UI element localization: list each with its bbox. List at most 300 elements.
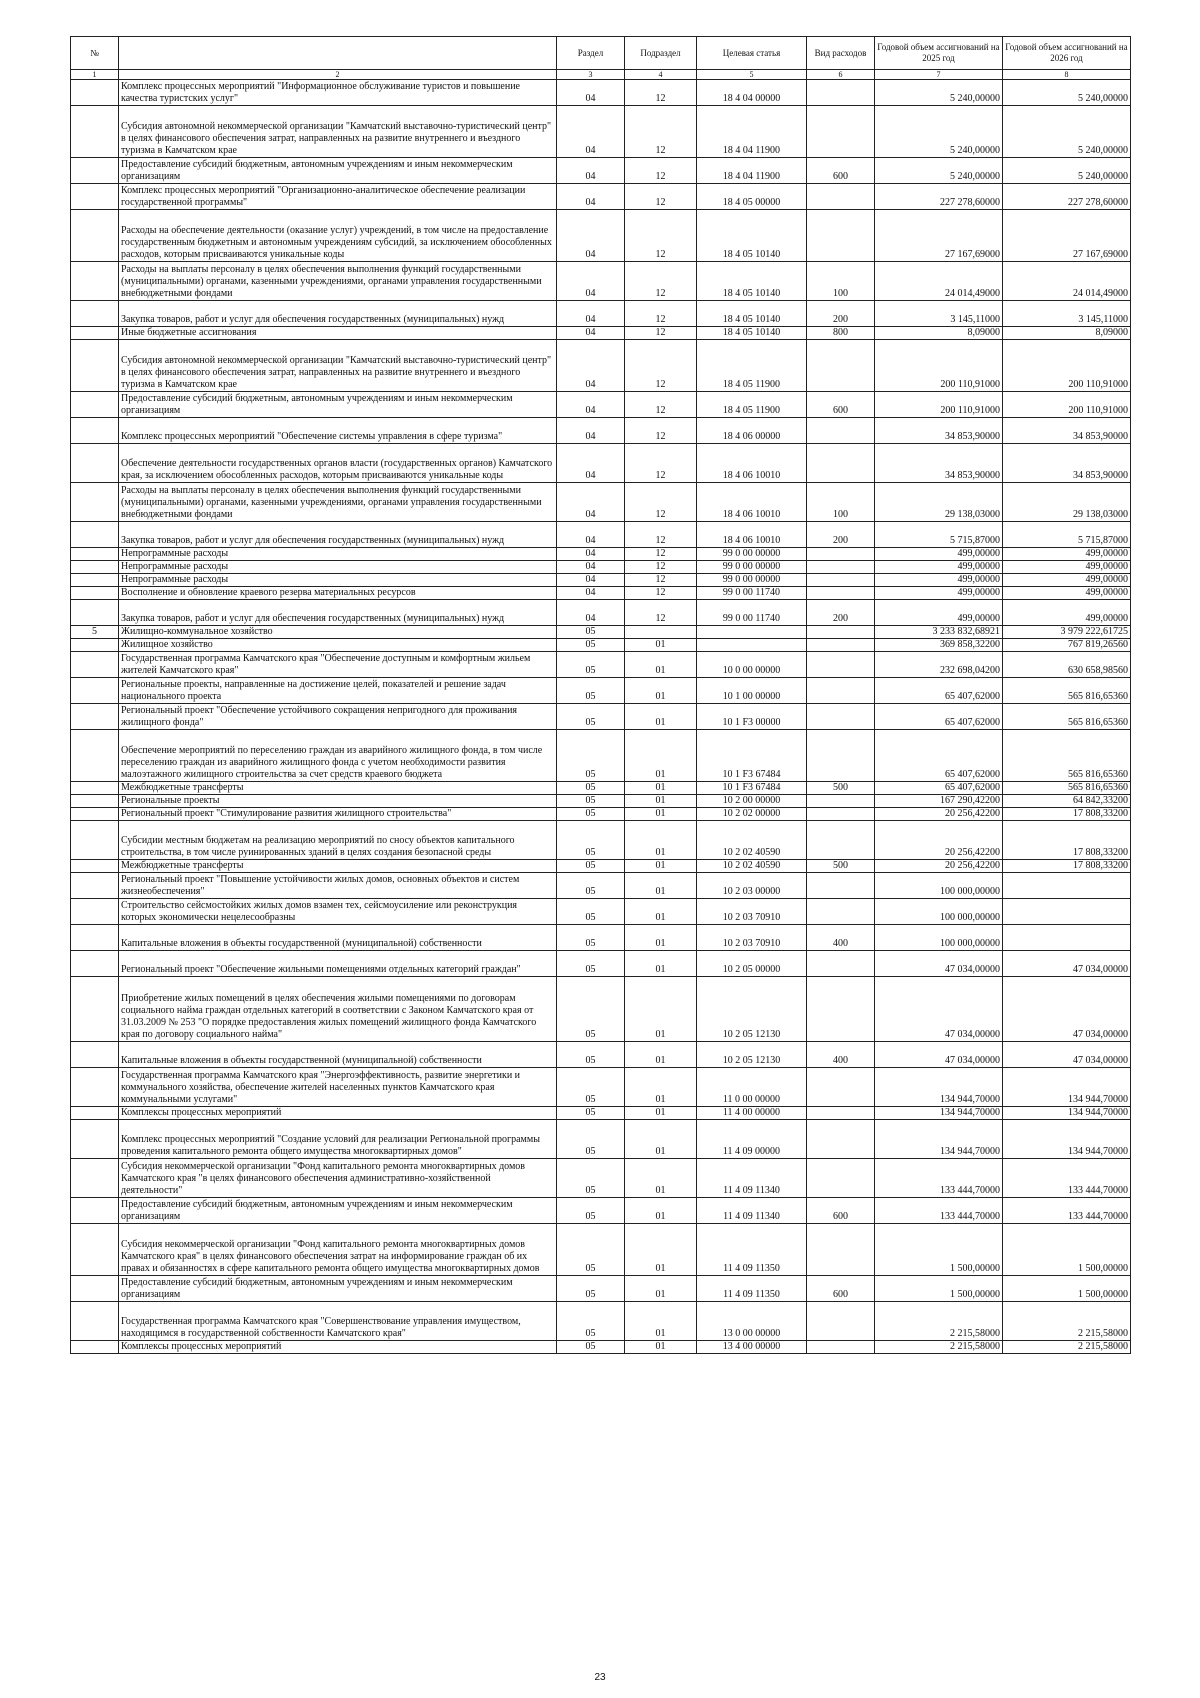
cell-2025: 499,00000 bbox=[875, 587, 1003, 600]
cell-name: Региональные проекты, направленные на достижение целей, показателей и решение задач национального проекта bbox=[119, 678, 557, 704]
cell-razdel: 05 bbox=[557, 730, 625, 782]
cell-vid: 200 bbox=[807, 301, 875, 327]
cell-vid: 500 bbox=[807, 782, 875, 795]
column-number: 5 bbox=[697, 70, 807, 80]
cell-name: Государственная программа Камчатского края "Энергоэффективность, развитие энергетики и коммунального хозяйства, обеспечение жителей населенных пунктов Камчатского края коммунальными услугами" bbox=[119, 1068, 557, 1107]
cell-vid: 400 bbox=[807, 925, 875, 951]
cell-num bbox=[71, 795, 119, 808]
cell-podrazdel: 01 bbox=[625, 1276, 697, 1302]
cell-2025: 134 944,70000 bbox=[875, 1068, 1003, 1107]
cell-2026: 565 816,65360 bbox=[1003, 704, 1131, 730]
cell-vid bbox=[807, 444, 875, 483]
cell-target: 11 4 09 11350 bbox=[697, 1276, 807, 1302]
cell-num bbox=[71, 1159, 119, 1198]
cell-razdel: 05 bbox=[557, 652, 625, 678]
cell-name: Межбюджетные трансферты bbox=[119, 782, 557, 795]
cell-2025: 1 500,00000 bbox=[875, 1224, 1003, 1276]
cell-2026: 499,00000 bbox=[1003, 587, 1131, 600]
cell-num bbox=[71, 600, 119, 626]
cell-vid bbox=[807, 418, 875, 444]
table-row bbox=[71, 1120, 1131, 1159]
cell-2026: 5 715,87000 bbox=[1003, 522, 1131, 548]
cell-vid bbox=[807, 1107, 875, 1120]
cell-2025: 34 853,90000 bbox=[875, 444, 1003, 483]
cell-target bbox=[697, 639, 807, 652]
cell-podrazdel: 01 bbox=[625, 1120, 697, 1159]
cell-razdel: 05 bbox=[557, 977, 625, 1042]
cell-target: 10 1 00 00000 bbox=[697, 678, 807, 704]
cell-podrazdel: 01 bbox=[625, 782, 697, 795]
table-row bbox=[71, 444, 1131, 483]
cell-name: Региональный проект "Повышение устойчивости жилых домов, основных объектов и систем жизнеобеспечения" bbox=[119, 873, 557, 899]
cell-num bbox=[71, 184, 119, 210]
cell-name: Комплекс процессных мероприятий "Обеспечение системы управления в сфере туризма" bbox=[119, 418, 557, 444]
cell-num bbox=[71, 418, 119, 444]
cell-podrazdel bbox=[625, 626, 697, 639]
cell-2025: 29 138,03000 bbox=[875, 483, 1003, 522]
cell-name: Строительство сейсмостойких жилых домов взамен тех, сейсмоусиление или реконструкция которых экономически нецелесообразны bbox=[119, 899, 557, 925]
cell-vid: 400 bbox=[807, 1042, 875, 1068]
cell-name: Государственная программа Камчатского края "Обеспечение доступным и комфортным жильем жителей Камчатского края" bbox=[119, 652, 557, 678]
cell-vid bbox=[807, 210, 875, 262]
cell-podrazdel: 01 bbox=[625, 977, 697, 1042]
column-number: 2 bbox=[119, 70, 557, 80]
cell-target: 10 2 05 12130 bbox=[697, 977, 807, 1042]
cell-target: 10 2 03 70910 bbox=[697, 925, 807, 951]
cell-podrazdel: 01 bbox=[625, 951, 697, 977]
cell-2025: 2 215,58000 bbox=[875, 1341, 1003, 1354]
cell-razdel: 04 bbox=[557, 392, 625, 418]
cell-podrazdel: 01 bbox=[625, 1068, 697, 1107]
cell-razdel: 05 bbox=[557, 1120, 625, 1159]
cell-2026: 47 034,00000 bbox=[1003, 951, 1131, 977]
table-row bbox=[71, 301, 1131, 327]
column-number: 4 bbox=[625, 70, 697, 80]
cell-name: Комплексы процессных мероприятий bbox=[119, 1107, 557, 1120]
table-row bbox=[71, 1068, 1131, 1107]
cell-name: Комплекс процессных мероприятий "Создание условий для реализации Региональной программы проведения капитального ремонта общего имущества многоквартирных домов" bbox=[119, 1120, 557, 1159]
cell-razdel: 04 bbox=[557, 340, 625, 392]
cell-vid bbox=[807, 1068, 875, 1107]
header-target: Целевая статья bbox=[697, 37, 807, 70]
cell-vid: 100 bbox=[807, 262, 875, 301]
cell-razdel: 04 bbox=[557, 80, 625, 106]
cell-razdel: 05 bbox=[557, 1224, 625, 1276]
cell-target: 18 4 04 11900 bbox=[697, 158, 807, 184]
table-row bbox=[71, 1042, 1131, 1068]
cell-target: 18 4 06 00000 bbox=[697, 418, 807, 444]
cell-target: 13 4 00 00000 bbox=[697, 1341, 807, 1354]
cell-2025: 3 145,11000 bbox=[875, 301, 1003, 327]
header-2025: Годовой объем ассигнований на 2025 год bbox=[875, 37, 1003, 70]
cell-vid bbox=[807, 821, 875, 860]
cell-2025: 65 407,62000 bbox=[875, 678, 1003, 704]
cell-target: 11 0 00 00000 bbox=[697, 1068, 807, 1107]
cell-podrazdel: 12 bbox=[625, 587, 697, 600]
cell-vid bbox=[807, 704, 875, 730]
cell-num bbox=[71, 977, 119, 1042]
cell-podrazdel: 01 bbox=[625, 1159, 697, 1198]
cell-2025: 20 256,42200 bbox=[875, 821, 1003, 860]
budget-table bbox=[70, 36, 1131, 1354]
cell-podrazdel: 12 bbox=[625, 106, 697, 158]
cell-razdel: 05 bbox=[557, 951, 625, 977]
table-row bbox=[71, 1159, 1131, 1198]
cell-vid bbox=[807, 1341, 875, 1354]
cell-razdel: 04 bbox=[557, 561, 625, 574]
cell-vid bbox=[807, 184, 875, 210]
cell-razdel: 05 bbox=[557, 1341, 625, 1354]
cell-2025: 65 407,62000 bbox=[875, 782, 1003, 795]
cell-2026: 8,09000 bbox=[1003, 327, 1131, 340]
cell-num bbox=[71, 483, 119, 522]
table-row bbox=[71, 158, 1131, 184]
cell-2025: 3 233 832,68921 bbox=[875, 626, 1003, 639]
cell-2026: 134 944,70000 bbox=[1003, 1120, 1131, 1159]
cell-razdel: 05 bbox=[557, 1107, 625, 1120]
cell-razdel: 05 bbox=[557, 860, 625, 873]
table-row bbox=[71, 1276, 1131, 1302]
cell-target: 18 4 05 10140 bbox=[697, 210, 807, 262]
table-row bbox=[71, 184, 1131, 210]
header-vid: Вид расходов bbox=[807, 37, 875, 70]
cell-podrazdel: 12 bbox=[625, 574, 697, 587]
cell-vid bbox=[807, 587, 875, 600]
cell-2025: 8,09000 bbox=[875, 327, 1003, 340]
table-row bbox=[71, 106, 1131, 158]
cell-2026 bbox=[1003, 899, 1131, 925]
cell-podrazdel: 01 bbox=[625, 808, 697, 821]
cell-2025: 227 278,60000 bbox=[875, 184, 1003, 210]
cell-vid bbox=[807, 652, 875, 678]
cell-podrazdel: 12 bbox=[625, 184, 697, 210]
cell-2026: 1 500,00000 bbox=[1003, 1224, 1131, 1276]
cell-num bbox=[71, 652, 119, 678]
cell-target: 10 2 05 12130 bbox=[697, 1042, 807, 1068]
cell-razdel: 04 bbox=[557, 444, 625, 483]
cell-razdel: 04 bbox=[557, 210, 625, 262]
cell-num bbox=[71, 704, 119, 730]
table-row bbox=[71, 1302, 1131, 1341]
table-row bbox=[71, 483, 1131, 522]
table-row bbox=[71, 626, 1131, 639]
cell-2026: 47 034,00000 bbox=[1003, 1042, 1131, 1068]
cell-num bbox=[71, 925, 119, 951]
cell-podrazdel: 01 bbox=[625, 1341, 697, 1354]
cell-name: Субсидия автономной некоммерческой организации "Камчатский выставочно-туристический центр" в целях финансового обеспечения затрат, направленных на развитие внутреннего и въездного туризма в Камчатском крае bbox=[119, 340, 557, 392]
cell-name: Непрограммные расходы bbox=[119, 561, 557, 574]
cell-name: Межбюджетные трансферты bbox=[119, 860, 557, 873]
cell-2025: 1 500,00000 bbox=[875, 1276, 1003, 1302]
cell-2025: 499,00000 bbox=[875, 600, 1003, 626]
cell-target: 99 0 00 00000 bbox=[697, 561, 807, 574]
header-num: № bbox=[71, 37, 119, 70]
cell-2026: 565 816,65360 bbox=[1003, 678, 1131, 704]
cell-podrazdel: 01 bbox=[625, 1107, 697, 1120]
cell-target: 10 2 02 40590 bbox=[697, 860, 807, 873]
cell-vid bbox=[807, 951, 875, 977]
cell-podrazdel: 12 bbox=[625, 444, 697, 483]
cell-razdel: 04 bbox=[557, 262, 625, 301]
cell-name: Субсидия некоммерческой организации "Фонд капитального ремонта многоквартирных домов Камчатского края "в целях финансового обеспечения административно-хозяйственной деятельности" bbox=[119, 1159, 557, 1198]
cell-vid bbox=[807, 1302, 875, 1341]
cell-razdel: 04 bbox=[557, 301, 625, 327]
cell-target: 11 4 09 11340 bbox=[697, 1159, 807, 1198]
cell-num bbox=[71, 1042, 119, 1068]
cell-podrazdel: 01 bbox=[625, 704, 697, 730]
cell-name: Государственная программа Камчатского края "Совершенствование управления имуществом, находящимся в государственной собственности Камчатского края" bbox=[119, 1302, 557, 1341]
column-number: 1 bbox=[71, 70, 119, 80]
cell-razdel: 05 bbox=[557, 821, 625, 860]
cell-name: Непрограммные расходы bbox=[119, 574, 557, 587]
cell-name: Закупка товаров, работ и услуг для обеспечения государственных (муниципальных) нужд bbox=[119, 522, 557, 548]
cell-vid bbox=[807, 795, 875, 808]
table-row bbox=[71, 522, 1131, 548]
cell-name: Региональные проекты bbox=[119, 795, 557, 808]
cell-razdel: 05 bbox=[557, 1198, 625, 1224]
cell-razdel: 05 bbox=[557, 1276, 625, 1302]
cell-podrazdel: 12 bbox=[625, 262, 697, 301]
cell-num bbox=[71, 860, 119, 873]
table-row bbox=[71, 795, 1131, 808]
cell-razdel: 04 bbox=[557, 522, 625, 548]
cell-vid: 500 bbox=[807, 860, 875, 873]
cell-name: Предоставление субсидий бюджетным, автономным учреждениям и иным некоммерческим организациям bbox=[119, 158, 557, 184]
cell-num bbox=[71, 1068, 119, 1107]
cell-name: Обеспечение мероприятий по переселению граждан из аварийного жилищного фонда, в том числе переселению граждан из аварийного жилищного фонда с учетом необходимости развития малоэтажного жилищного строительства за счет средств краевого бюджета bbox=[119, 730, 557, 782]
cell-vid bbox=[807, 678, 875, 704]
cell-2026: 499,00000 bbox=[1003, 548, 1131, 561]
cell-vid: 200 bbox=[807, 522, 875, 548]
cell-2026: 227 278,60000 bbox=[1003, 184, 1131, 210]
cell-2025: 167 290,42200 bbox=[875, 795, 1003, 808]
cell-2026: 3 979 222,61725 bbox=[1003, 626, 1131, 639]
table-row bbox=[71, 951, 1131, 977]
cell-2026: 5 240,00000 bbox=[1003, 80, 1131, 106]
cell-podrazdel: 01 bbox=[625, 795, 697, 808]
table-row bbox=[71, 1224, 1131, 1276]
cell-vid bbox=[807, 873, 875, 899]
cell-vid bbox=[807, 574, 875, 587]
table-row bbox=[71, 860, 1131, 873]
cell-name: Закупка товаров, работ и услуг для обеспечения государственных (муниципальных) нужд bbox=[119, 301, 557, 327]
cell-razdel: 05 bbox=[557, 639, 625, 652]
table-row bbox=[71, 899, 1131, 925]
cell-2026: 200 110,91000 bbox=[1003, 340, 1131, 392]
cell-target: 10 1 F3 67484 bbox=[697, 730, 807, 782]
cell-podrazdel: 01 bbox=[625, 639, 697, 652]
cell-name: Региональный проект "Обеспечение устойчивого сокращения непригодного для проживания жилищного фонда" bbox=[119, 704, 557, 730]
cell-2025: 100 000,00000 bbox=[875, 925, 1003, 951]
table-row bbox=[71, 808, 1131, 821]
cell-podrazdel: 12 bbox=[625, 600, 697, 626]
cell-name: Жилищно-коммунальное хозяйство bbox=[119, 626, 557, 639]
table-row bbox=[71, 782, 1131, 795]
table-row bbox=[71, 600, 1131, 626]
table-header-row bbox=[71, 37, 1131, 70]
cell-num bbox=[71, 899, 119, 925]
cell-vid bbox=[807, 80, 875, 106]
cell-num bbox=[71, 678, 119, 704]
cell-2025: 65 407,62000 bbox=[875, 704, 1003, 730]
cell-num bbox=[71, 1341, 119, 1354]
cell-razdel: 04 bbox=[557, 600, 625, 626]
cell-name: Комплекс процессных мероприятий "Информационное обслуживание туристов и повышение качества туристских услуг" bbox=[119, 80, 557, 106]
cell-2025: 133 444,70000 bbox=[875, 1159, 1003, 1198]
cell-target: 18 4 06 10010 bbox=[697, 483, 807, 522]
cell-podrazdel: 01 bbox=[625, 1224, 697, 1276]
cell-podrazdel: 12 bbox=[625, 158, 697, 184]
cell-2025: 20 256,42200 bbox=[875, 860, 1003, 873]
cell-2025: 100 000,00000 bbox=[875, 899, 1003, 925]
cell-razdel: 05 bbox=[557, 626, 625, 639]
cell-vid bbox=[807, 626, 875, 639]
cell-razdel: 05 bbox=[557, 782, 625, 795]
cell-vid bbox=[807, 1224, 875, 1276]
cell-vid bbox=[807, 340, 875, 392]
table-row bbox=[71, 1341, 1131, 1354]
cell-podrazdel: 12 bbox=[625, 301, 697, 327]
cell-num bbox=[71, 1276, 119, 1302]
table-row bbox=[71, 925, 1131, 951]
cell-razdel: 04 bbox=[557, 483, 625, 522]
table-row bbox=[71, 210, 1131, 262]
cell-num bbox=[71, 1198, 119, 1224]
cell-name: Расходы на обеспечение деятельности (оказание услуг) учреждений, в том числе на предоставление государственным бюджетным и автономным учреждениям субсидий, за исключением обособленных расходов, которым присваиваются уникальные коды bbox=[119, 210, 557, 262]
cell-name: Региональный проект "Стимулирование развития жилищного строительства" bbox=[119, 808, 557, 821]
cell-num bbox=[71, 561, 119, 574]
cell-target: 10 1 F3 67484 bbox=[697, 782, 807, 795]
cell-2026: 17 808,33200 bbox=[1003, 821, 1131, 860]
cell-vid bbox=[807, 1159, 875, 1198]
cell-2025: 47 034,00000 bbox=[875, 977, 1003, 1042]
cell-2025: 5 240,00000 bbox=[875, 106, 1003, 158]
cell-podrazdel: 01 bbox=[625, 730, 697, 782]
cell-2025: 232 698,04200 bbox=[875, 652, 1003, 678]
cell-2025: 200 110,91000 bbox=[875, 392, 1003, 418]
cell-name: Обеспечение деятельности государственных органов власти (государственных органов) Камчатского края, за исключением обособленных расходов, которым присваиваются уникальные коды bbox=[119, 444, 557, 483]
cell-2026: 34 853,90000 bbox=[1003, 418, 1131, 444]
cell-num bbox=[71, 327, 119, 340]
cell-target: 11 4 00 00000 bbox=[697, 1107, 807, 1120]
cell-podrazdel: 01 bbox=[625, 821, 697, 860]
cell-podrazdel: 01 bbox=[625, 925, 697, 951]
table-row bbox=[71, 80, 1131, 106]
cell-num bbox=[71, 873, 119, 899]
cell-target: 10 2 00 00000 bbox=[697, 795, 807, 808]
cell-razdel: 05 bbox=[557, 873, 625, 899]
cell-name: Капитальные вложения в объекты государственной (муниципальной) собственности bbox=[119, 1042, 557, 1068]
cell-vid bbox=[807, 730, 875, 782]
cell-2026: 34 853,90000 bbox=[1003, 444, 1131, 483]
cell-num bbox=[71, 262, 119, 301]
column-number: 6 bbox=[807, 70, 875, 80]
cell-podrazdel: 01 bbox=[625, 1302, 697, 1341]
cell-razdel: 05 bbox=[557, 1068, 625, 1107]
cell-name: Восполнение и обновление краевого резерва материальных ресурсов bbox=[119, 587, 557, 600]
cell-name: Комплекс процессных мероприятий "Организационно-аналитическое обеспечение реализации государственной программы" bbox=[119, 184, 557, 210]
cell-2026 bbox=[1003, 925, 1131, 951]
cell-2026: 499,00000 bbox=[1003, 574, 1131, 587]
cell-target: 99 0 00 00000 bbox=[697, 574, 807, 587]
header-razdel: Раздел bbox=[557, 37, 625, 70]
cell-2025: 369 858,32200 bbox=[875, 639, 1003, 652]
cell-name: Непрограммные расходы bbox=[119, 548, 557, 561]
page-number: 23 bbox=[594, 1672, 606, 1683]
cell-vid: 600 bbox=[807, 1276, 875, 1302]
cell-vid bbox=[807, 808, 875, 821]
cell-2026: 27 167,69000 bbox=[1003, 210, 1131, 262]
cell-num bbox=[71, 340, 119, 392]
cell-name: Приобретение жилых помещений в целях обеспечения жилыми помещениями по договорам социального найма граждан отдельных категорий в соответствии с Законом Камчатского края от 31.03.2009 № 253 "О порядке предоставления жилых помещений жилищного фонда Камчатского края по договору социального найма" bbox=[119, 977, 557, 1042]
cell-target: 18 4 05 11900 bbox=[697, 392, 807, 418]
cell-num bbox=[71, 80, 119, 106]
cell-2025: 5 715,87000 bbox=[875, 522, 1003, 548]
cell-num bbox=[71, 548, 119, 561]
cell-target: 18 4 05 11900 bbox=[697, 340, 807, 392]
cell-num bbox=[71, 951, 119, 977]
column-numbers-row bbox=[71, 70, 1131, 80]
cell-vid: 600 bbox=[807, 392, 875, 418]
cell-target: 10 2 03 70910 bbox=[697, 899, 807, 925]
cell-num bbox=[71, 444, 119, 483]
table-row bbox=[71, 652, 1131, 678]
cell-2025: 134 944,70000 bbox=[875, 1120, 1003, 1159]
cell-name: Предоставление субсидий бюджетным, автономным учреждениям и иным некоммерческим организациям bbox=[119, 1276, 557, 1302]
cell-target: 99 0 00 11740 bbox=[697, 587, 807, 600]
cell-2026: 133 444,70000 bbox=[1003, 1198, 1131, 1224]
cell-podrazdel: 12 bbox=[625, 483, 697, 522]
cell-num bbox=[71, 782, 119, 795]
cell-razdel: 04 bbox=[557, 327, 625, 340]
cell-target: 10 1 F3 00000 bbox=[697, 704, 807, 730]
cell-2025: 200 110,91000 bbox=[875, 340, 1003, 392]
header-name bbox=[119, 37, 557, 70]
cell-2026 bbox=[1003, 873, 1131, 899]
cell-razdel: 04 bbox=[557, 418, 625, 444]
cell-vid: 600 bbox=[807, 158, 875, 184]
cell-podrazdel: 12 bbox=[625, 327, 697, 340]
column-number: 3 bbox=[557, 70, 625, 80]
cell-target: 18 4 04 11900 bbox=[697, 106, 807, 158]
cell-num bbox=[71, 1107, 119, 1120]
cell-name: Комплексы процессных мероприятий bbox=[119, 1341, 557, 1354]
cell-2026: 2 215,58000 bbox=[1003, 1302, 1131, 1341]
cell-podrazdel: 01 bbox=[625, 899, 697, 925]
cell-2026: 499,00000 bbox=[1003, 600, 1131, 626]
cell-2025: 134 944,70000 bbox=[875, 1107, 1003, 1120]
cell-target: 18 4 05 10140 bbox=[697, 301, 807, 327]
cell-2025: 100 000,00000 bbox=[875, 873, 1003, 899]
cell-razdel: 05 bbox=[557, 795, 625, 808]
cell-podrazdel: 12 bbox=[625, 561, 697, 574]
header-podrazdel: Подраздел bbox=[625, 37, 697, 70]
cell-podrazdel: 01 bbox=[625, 873, 697, 899]
cell-num bbox=[71, 808, 119, 821]
cell-2025: 65 407,62000 bbox=[875, 730, 1003, 782]
cell-podrazdel: 01 bbox=[625, 1198, 697, 1224]
cell-name: Расходы на выплаты персоналу в целях обеспечения выполнения функций государственными (муниципальными) органами, казенными учреждениями, органами управления государственными внебюджетными фондами bbox=[119, 483, 557, 522]
cell-2026: 17 808,33200 bbox=[1003, 860, 1131, 873]
table-row bbox=[71, 574, 1131, 587]
cell-2026: 133 444,70000 bbox=[1003, 1159, 1131, 1198]
header-2026: Годовой объем ассигнований на 2026 год bbox=[1003, 37, 1131, 70]
cell-target: 11 4 09 00000 bbox=[697, 1120, 807, 1159]
cell-name: Иные бюджетные ассигнования bbox=[119, 327, 557, 340]
cell-target: 10 0 00 00000 bbox=[697, 652, 807, 678]
cell-razdel: 04 bbox=[557, 548, 625, 561]
table-row bbox=[71, 730, 1131, 782]
